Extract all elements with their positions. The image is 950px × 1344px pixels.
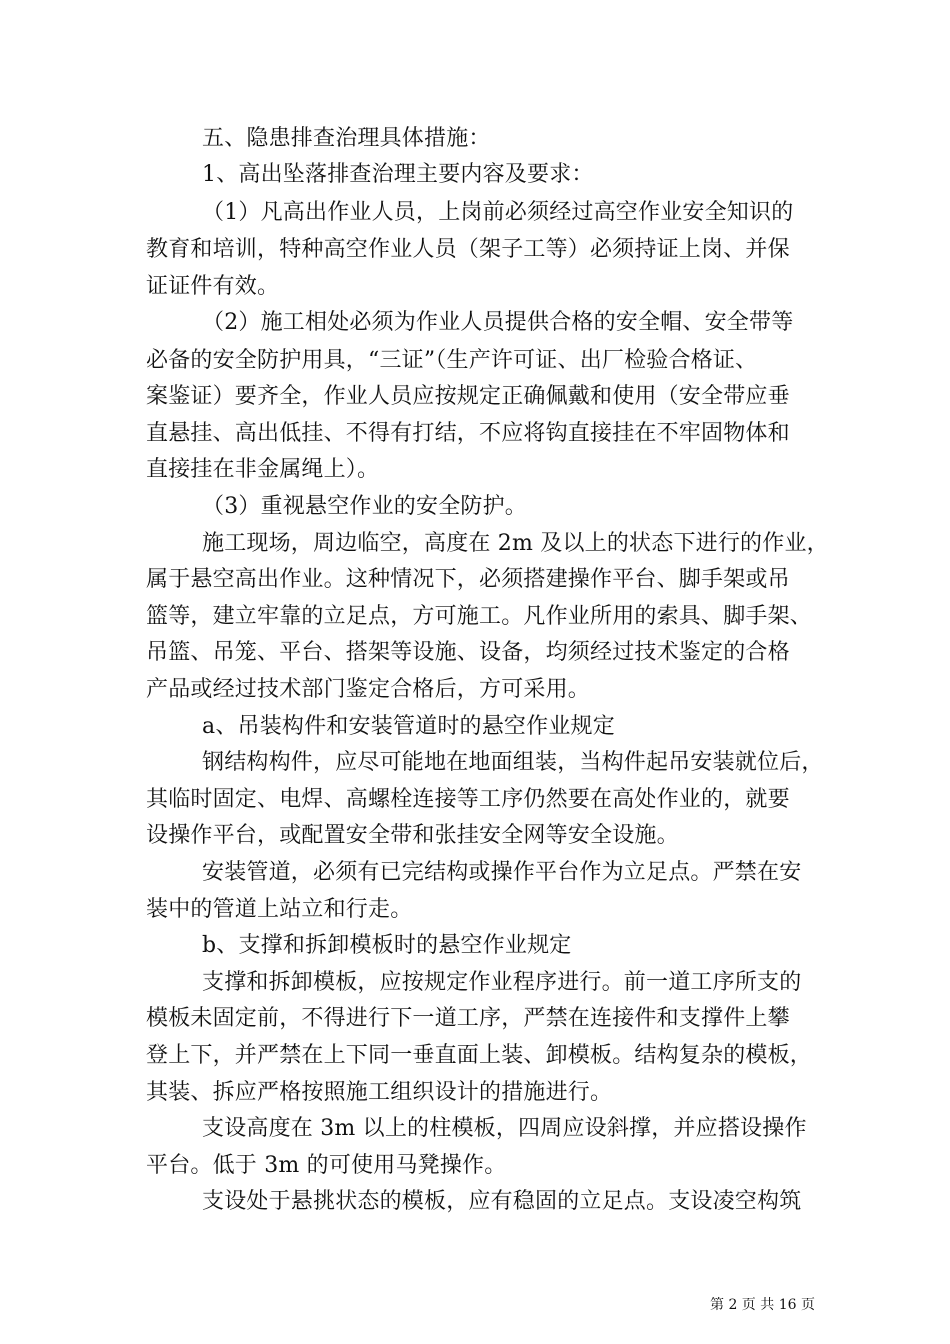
paragraph-line: 安装管道，必须有已完结构或操作平台作为立足点。严禁在安	[202, 860, 802, 885]
paragraph-line: 吊篮、吊笼、平台、搭架等设施、设备，均须经过技术鉴定的合格	[146, 640, 790, 665]
paragraph-line: 直悬挂、高出低挂、不得有打结，不应将钩直接挂在不牢固物体和	[146, 421, 790, 446]
paragraph-line: 平台。低于 3m 的可使用马凳操作。	[146, 1153, 507, 1178]
paragraph-line: 属于悬空高出作业。这种情况下，必须搭建操作平台、脚手架或吊	[146, 567, 790, 592]
paragraph-line: 模板未固定前，不得进行下一道工序，严禁在连接件和支撑件上攀	[146, 1006, 790, 1031]
paragraph-line: 装中的管道上站立和行走。	[146, 897, 413, 922]
subsection-heading: 1、高出坠落排查治理主要内容及要求：	[202, 162, 594, 187]
paragraph-line: 产品或经过技术部门鉴定合格后，方可采用。	[146, 677, 591, 702]
paragraph-line: b、支撑和拆卸模板时的悬空作业规定	[202, 933, 572, 958]
paragraph-line: 其装、拆应严格按照施工组织设计的措施进行。	[146, 1080, 613, 1105]
paragraph-line: a、吊装构件和安装管道时的悬空作业规定	[202, 714, 615, 739]
paragraph-line: 设操作平台，或配置安全带和张挂安全网等安全设施。	[146, 823, 679, 848]
paragraph-line: 支设高度在 3m 以上的柱模板，四周应设斜撑，并应搭设操作	[202, 1116, 807, 1141]
paragraph-line: 教育和培训，特种高空作业人员（架子工等）必须持证上岗、并保	[146, 237, 790, 262]
paragraph-line: （3）重视悬空作业的安全防护。	[202, 494, 527, 519]
paragraph-line: 直接挂在非金属绳上）。	[146, 457, 380, 482]
paragraph-line: 钢结构构件，应尽可能地在地面组装，当构件起吊安装就位后，	[202, 750, 824, 775]
paragraph-line: 支撑和拆卸模板，应按规定作业程序进行。前一道工序所支的	[202, 970, 802, 995]
paragraph-line: 支设处于悬挑状态的模板，应有稳固的立足点。支设凌空构筑	[202, 1189, 802, 1214]
paragraph-line: 必备的安全防护用具，“三证”（生产许可证、出厂检验合格证、	[146, 348, 758, 373]
paragraph-line: 篮等，建立牢靠的立足点，方可施工。凡作业所用的索具、脚手架、	[146, 604, 813, 629]
paragraph-line: 其临时固定、电焊、高螺栓连接等工序仍然要在高处作业的，就要	[146, 787, 790, 812]
paragraph-line: 登上下，并严禁在上下同一垂直面上装、卸模板。结构复杂的模板，	[146, 1043, 813, 1068]
section-heading: 五、隐患排查治理具体措施：	[202, 126, 491, 151]
paragraph-line: 案鉴证）要齐全，作业人员应按规定正确佩戴和使用（安全带应垂	[146, 384, 790, 409]
paragraph-line: （1）凡高出作业人员，上岗前必须经过高空作业安全知识的	[202, 200, 794, 225]
page-number: 第 2 页 共 16 页	[710, 1297, 815, 1313]
paragraph-line: 证证件有效。	[146, 274, 280, 299]
paragraph-line: （2）施工相处必须为作业人员提供合格的安全帽、安全带等	[202, 310, 794, 335]
paragraph-line: 施工现场，周边临空，高度在 2m 及以上的状态下进行的作业，	[202, 531, 829, 556]
